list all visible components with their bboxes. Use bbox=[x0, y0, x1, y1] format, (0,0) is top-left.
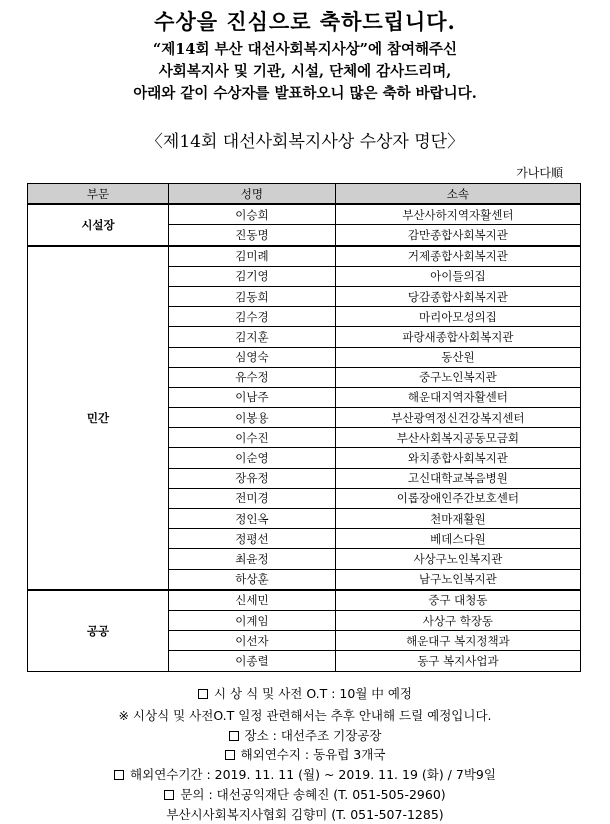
ceremony-line bbox=[0, 684, 610, 702]
name-cell: 김기영 bbox=[169, 266, 336, 286]
contact-text: 문의 : 대선공익재단 송혜진 (T. 051-505-2960) bbox=[180, 787, 446, 802]
venue-line bbox=[0, 726, 610, 744]
name-cell: 김지훈 bbox=[169, 327, 336, 347]
affiliation-cell: 베데스다원 bbox=[335, 529, 580, 549]
category-cell: 민간 bbox=[28, 246, 169, 590]
affiliation-cell: 파랑새종합사회복지관 bbox=[335, 327, 580, 347]
intro-line-1: “제14회 부산 대선사회복지사상”에 참여해주신 bbox=[152, 41, 458, 58]
name-cell: 이종렬 bbox=[169, 651, 336, 671]
category-cell: 공공 bbox=[28, 590, 169, 671]
affiliation-cell: 와치종합사회복지관 bbox=[335, 448, 580, 468]
name-cell: 신세민 bbox=[169, 590, 336, 611]
affiliation-cell: 아이들의집 bbox=[335, 266, 580, 286]
name-cell: 장유정 bbox=[169, 468, 336, 488]
name-cell: 심영숙 bbox=[169, 347, 336, 367]
affiliation-cell: 부산사하지역자활센터 bbox=[335, 204, 580, 225]
contact-line-2: 부산시사회복지사협회 김향미 (T. 051-507-1285) bbox=[166, 807, 444, 822]
name-cell: 이승희 bbox=[169, 204, 336, 225]
checkbox-bullet-icon bbox=[114, 770, 124, 780]
name-cell: 이수진 bbox=[169, 428, 336, 448]
name-cell: 정평선 bbox=[169, 529, 336, 549]
checkbox-bullet-icon bbox=[225, 750, 235, 760]
name-cell: 김수경 bbox=[169, 307, 336, 327]
affiliation-cell: 부산사회복지공동모금회 bbox=[335, 428, 580, 448]
venue-text: 장소 : 대선주조 기장공장 bbox=[244, 728, 382, 743]
affiliation-cell: 부산광역정신건강복지센터 bbox=[335, 408, 580, 428]
affiliation-cell: 중구노인복지관 bbox=[335, 367, 580, 387]
affiliation-cell: 해운대구 복지정책과 bbox=[335, 631, 580, 651]
affiliation-cell: 중구 대청동 bbox=[335, 590, 580, 611]
name-cell: 이선자 bbox=[169, 631, 336, 651]
winners-table bbox=[27, 183, 581, 672]
name-cell: 이순영 bbox=[169, 448, 336, 468]
training-site-text: 해외연수지 : 동유럽 3개국 bbox=[240, 747, 386, 762]
category-cell: 시설장 bbox=[28, 204, 169, 245]
name-cell: 유수정 bbox=[169, 367, 336, 387]
table-header-row bbox=[28, 184, 581, 205]
table-row bbox=[28, 204, 581, 225]
training-period-line bbox=[0, 765, 610, 783]
intro-line-2: 사회복지사 및 기관, 시설, 단체에 감사드리며, bbox=[158, 63, 452, 80]
name-cell: 전미경 bbox=[169, 488, 336, 508]
header-affiliation: 소속 bbox=[335, 184, 580, 205]
affiliation-cell: 사상구노인복지관 bbox=[335, 549, 580, 569]
checkbox-bullet-icon bbox=[198, 689, 208, 699]
affiliation-cell: 당감종합사회복지관 bbox=[335, 286, 580, 306]
affiliation-cell: 해운대지역자활센터 bbox=[335, 387, 580, 407]
header-category: 부문 bbox=[28, 184, 169, 205]
affiliation-cell: 동구 복지사업과 bbox=[335, 651, 580, 671]
table-body bbox=[28, 204, 581, 671]
affiliation-cell: 마리아모성의집 bbox=[335, 307, 580, 327]
ceremony-text: 시 상 식 및 사전 O.T : 10월 中 예정 bbox=[214, 686, 412, 701]
name-cell: 이봉용 bbox=[169, 408, 336, 428]
affiliation-cell: 감만종합사회복지관 bbox=[335, 225, 580, 246]
header-name: 성명 bbox=[169, 184, 336, 205]
affiliation-cell: 동산원 bbox=[335, 347, 580, 367]
sort-order-note: 가나다順 bbox=[516, 166, 563, 180]
affiliation-cell: 천마재활원 bbox=[335, 509, 580, 529]
name-cell: 김동희 bbox=[169, 286, 336, 306]
name-cell: 정인옥 bbox=[169, 509, 336, 529]
name-cell: 김미례 bbox=[169, 246, 336, 267]
checkbox-bullet-icon bbox=[164, 790, 174, 800]
contact-line bbox=[0, 785, 610, 803]
table-row bbox=[28, 246, 581, 267]
name-cell: 이남주 bbox=[169, 387, 336, 407]
name-cell: 이계임 bbox=[169, 610, 336, 630]
affiliation-cell: 거제종합사회복지관 bbox=[335, 246, 580, 267]
affiliation-cell: 사상구 학장동 bbox=[335, 610, 580, 630]
headline: 수상을 진심으로 축하드립니다. bbox=[154, 9, 456, 34]
checkbox-bullet-icon bbox=[229, 731, 239, 741]
list-title: 〈제14회 대선사회복지사상 수상자 명단〉 bbox=[145, 132, 465, 152]
ceremony-note: ※ 시상식 및 사전O.T 일정 관련해서는 추후 안내해 드릴 예정입니다. bbox=[118, 708, 492, 723]
intro-line-3: 아래와 같이 수상자를 발표하오니 많은 축하 바랍니다. bbox=[133, 85, 477, 102]
name-cell: 최윤정 bbox=[169, 549, 336, 569]
training-period-text: 해외연수기간 : 2019. 11. 11 (월) ~ 2019. 11. 19 (화) / 7박9일 bbox=[130, 767, 496, 782]
affiliation-cell: 고신대학교복음병원 bbox=[335, 468, 580, 488]
table-row bbox=[28, 590, 581, 611]
training-site-line bbox=[0, 745, 610, 763]
affiliation-cell: 이롭장애인주간보호센터 bbox=[335, 488, 580, 508]
name-cell: 진동명 bbox=[169, 225, 336, 246]
affiliation-cell: 남구노인복지관 bbox=[335, 569, 580, 590]
name-cell: 하상훈 bbox=[169, 569, 336, 590]
